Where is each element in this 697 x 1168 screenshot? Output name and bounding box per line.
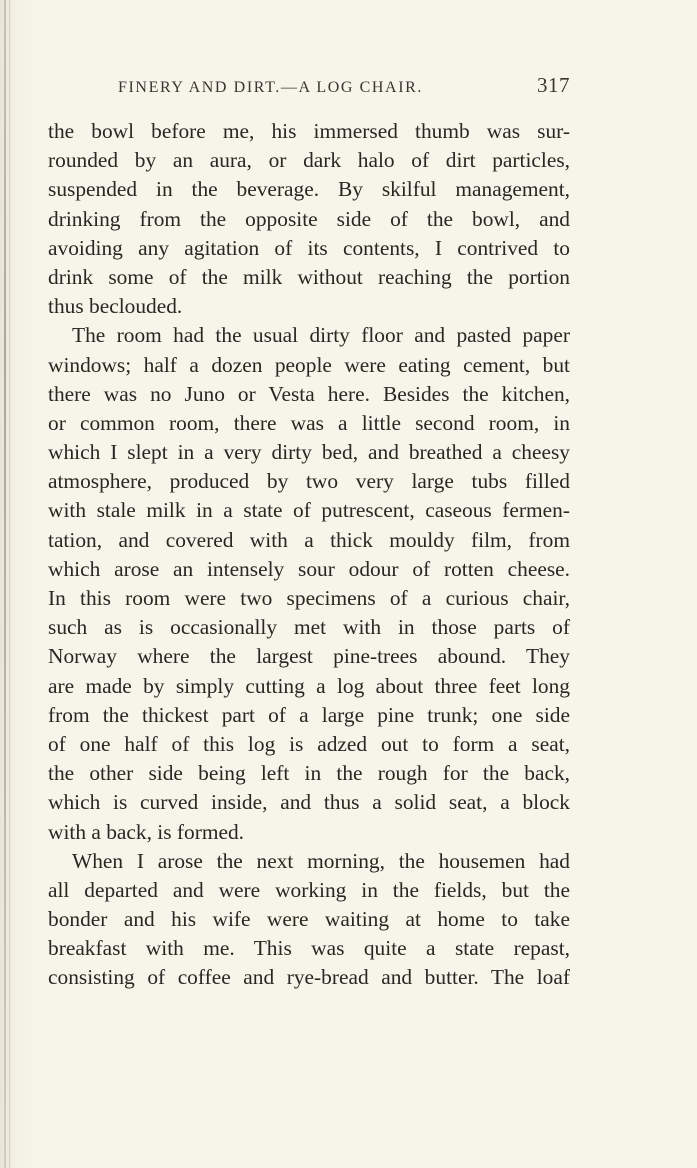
text-line: windows; half a dozen people were eating cement, but	[48, 352, 570, 377]
text-line: are made by simply cutting a log about three feet long	[48, 673, 570, 698]
text-line: or common room, there was a little second room, in	[48, 410, 570, 435]
text-line: thus beclouded.	[48, 294, 183, 319]
text-line: the other side being left in the rough for the back,	[48, 761, 570, 786]
text-line: Norway where the largest pine-trees abound. They	[48, 644, 570, 669]
text-line: atmosphere, produced by two very large tubs filled	[48, 469, 570, 494]
body-text	[48, 117, 570, 993]
page-gutter-edge	[4, 0, 6, 1168]
text-line: bonder and his wife were waiting at home to take	[48, 907, 570, 932]
text-line: drinking from the opposite side of the bowl, and	[48, 206, 570, 231]
text-line: all departed and were working in the fields, but the	[48, 877, 570, 902]
text-line: rounded by an aura, or dark halo of dirt particles,	[48, 148, 570, 173]
page-header	[118, 73, 570, 109]
text-line: consisting of coffee and rye-bread and butter. The loaf	[48, 965, 570, 990]
page-number: 317	[537, 73, 570, 97]
text-line: there was no Juno or Vesta here. Besides the kitchen,	[48, 381, 570, 406]
text-line: tation, and covered with a thick mouldy film, from	[48, 527, 570, 552]
text-line: The room had the usual dirty floor and pasted paper	[72, 323, 570, 348]
text-line: In this room were two specimens of a curious chair,	[48, 586, 570, 610]
text-line: such as is occasionally met with in those parts of	[48, 615, 570, 640]
page-gutter-shadow	[9, 0, 10, 1168]
text-line: from the thickest part of a large pine trunk; one side	[48, 702, 570, 727]
text-line: which I slept in a very dirty bed, and breathed a cheesy	[48, 440, 570, 465]
text-line: of one half of this log is adzed out to form a seat,	[48, 731, 570, 756]
text-line: with stale milk in a state of putrescent, caseous fermen-	[48, 498, 570, 523]
text-line: which is curved inside, and thus a solid seat, a block	[48, 790, 570, 815]
text-line: breakfast with me. This was quite a state repast,	[48, 936, 570, 961]
text-line: drink some of the milk without reaching the portion	[48, 264, 570, 289]
text-line: When I arose the next morning, the housemen had	[72, 848, 570, 873]
text-line: suspended in the beverage. By skilful management,	[48, 177, 570, 202]
running-head: FINERY AND DIRT.—A LOG CHAIR.	[118, 79, 424, 96]
text-line: which arose an intensely sour odour of rotten cheese.	[48, 556, 570, 581]
text-line: avoiding any agitation of its contents, I contrived to	[48, 235, 570, 260]
text-line: the bowl before me, his immersed thumb was sur-	[48, 119, 570, 143]
text-line: with a back, is formed.	[48, 819, 245, 844]
